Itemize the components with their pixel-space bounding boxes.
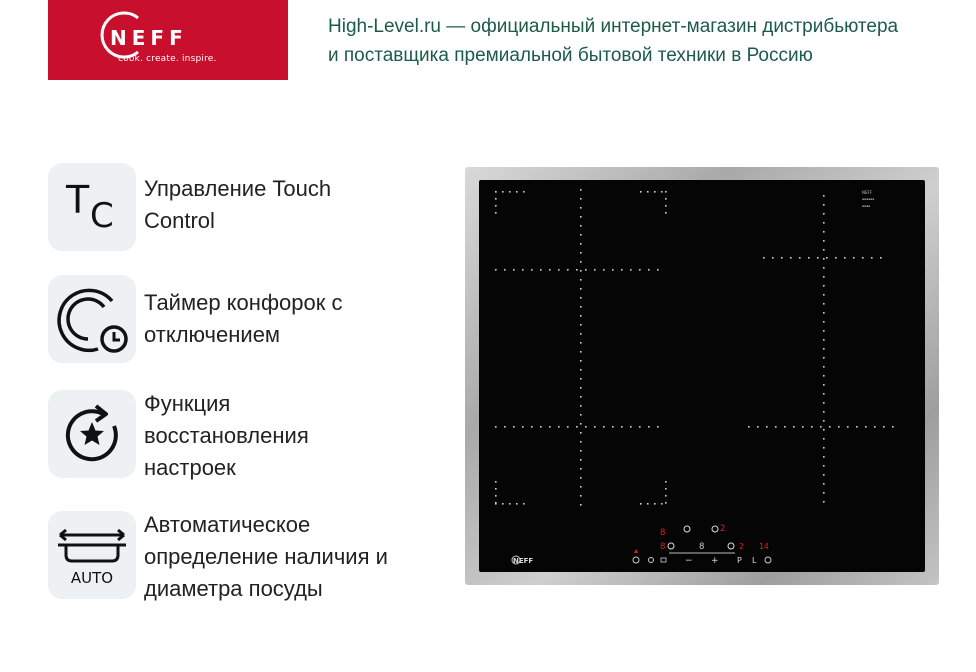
- zone-marking-dot: [630, 269, 632, 271]
- zone-marking-dot: [844, 257, 846, 259]
- zone-marking-dot: [823, 375, 825, 377]
- zone-marking-dot: [580, 252, 582, 254]
- zone-marking-dot: [640, 503, 642, 505]
- zone-marking-dot: [665, 488, 667, 490]
- zone-marking-dot: [775, 426, 777, 428]
- display-far: 14: [759, 542, 769, 551]
- zone-marking-dot: [495, 269, 497, 271]
- zone-marking-dot: [523, 191, 525, 193]
- zone-marking-dot: [823, 330, 825, 332]
- zone-marking-dot: [823, 393, 825, 395]
- zone-marking-dot: [665, 191, 667, 193]
- zone-marking-dot: [580, 369, 582, 371]
- feature-label-line: настроек: [144, 455, 236, 480]
- tc-letter-t: T: [66, 178, 90, 222]
- svg-text:NEFF: NEFF: [862, 190, 873, 195]
- zone-marking-dot: [665, 481, 667, 483]
- zone-marking-dot: [823, 474, 825, 476]
- zone-marking-dot: [823, 411, 825, 413]
- zone-marking-dot: [823, 420, 825, 422]
- restore-settings-icon: [48, 390, 136, 478]
- zone-marking-dot: [580, 459, 582, 461]
- zone-marking-dot: [580, 288, 582, 290]
- zone-marking-dot: [516, 191, 518, 193]
- zone-marking-dot: [665, 205, 667, 207]
- zone-marking-dot: [639, 269, 641, 271]
- zone-marking-dot: [580, 423, 582, 425]
- svg-text:▪▪▪▪: ▪▪▪▪: [862, 204, 871, 208]
- feature-auto-pan-detection: [48, 511, 448, 601]
- touch-control-icon: [48, 163, 136, 251]
- p-button: P: [737, 556, 742, 565]
- zone-marking-dot: [862, 257, 864, 259]
- zone-marking-dot: [516, 503, 518, 505]
- zone-marking-dot: [823, 285, 825, 287]
- zone-marking-dot: [502, 191, 504, 193]
- zone-marking-dot: [648, 426, 650, 428]
- tc-letter-c: C: [90, 196, 114, 236]
- zone-marking-dot: [612, 426, 614, 428]
- zone-marking-dot: [772, 257, 774, 259]
- zone-marking-dot: [808, 257, 810, 259]
- zone-marking-dot: [580, 333, 582, 335]
- zone-marking-dot: [523, 503, 525, 505]
- zone-marking-dot: [654, 503, 656, 505]
- zone-marking-dot: [621, 426, 623, 428]
- zone-marking-dot: [665, 198, 667, 200]
- svg-text:▪▪▪▪▪▪: ▪▪▪▪▪▪: [862, 197, 875, 201]
- zone-marking-dot: [495, 481, 497, 483]
- zone-marking-dot: [823, 267, 825, 269]
- zone-marking-dot: [504, 426, 506, 428]
- brand-wordmark: NEFF: [110, 26, 188, 50]
- zone-marking-dot: [585, 426, 587, 428]
- zone-marking-dot: [580, 297, 582, 299]
- zone-marking-dot: [580, 234, 582, 236]
- zone-marking-dot: [522, 426, 524, 428]
- zone-marking-dot: [748, 426, 750, 428]
- zone-marking-dot: [823, 303, 825, 305]
- display-mid: 8: [699, 542, 705, 552]
- zone-marking-dot: [823, 438, 825, 440]
- zone-marking-dot: [757, 426, 759, 428]
- zone-marking-dot: [580, 225, 582, 227]
- header-description: [328, 12, 958, 70]
- zone-marking-dot: [823, 492, 825, 494]
- zone-marking-dot: [657, 269, 659, 271]
- zone-marking-dot: [495, 205, 497, 207]
- zone-marking-dot: [580, 306, 582, 308]
- zone-marking-dot: [790, 257, 792, 259]
- zone-marking-dot: [647, 191, 649, 193]
- zone-marking-dot: [823, 249, 825, 251]
- zone-marking-dot: [823, 456, 825, 458]
- zone-marking-dot: [766, 426, 768, 428]
- zone-marking-dot: [856, 426, 858, 428]
- zone-marking-dot: [580, 468, 582, 470]
- zone-marking-dot: [594, 426, 596, 428]
- zone-marking-dot: [661, 503, 663, 505]
- auto-pan-detection-icon: [48, 511, 136, 599]
- auto-label: AUTO: [70, 569, 114, 587]
- zone-marking-dot: [654, 191, 656, 193]
- zone-marking-dot: [580, 441, 582, 443]
- zone-marking-dot: [495, 212, 497, 214]
- zone-marking-dot: [838, 426, 840, 428]
- zone-marking-dot: [580, 198, 582, 200]
- zone-marking-dot: [661, 191, 663, 193]
- zone-marking-dot: [612, 269, 614, 271]
- zone-marking-dot: [580, 396, 582, 398]
- zone-marking-dot: [829, 426, 831, 428]
- zone-marking-dot: [865, 426, 867, 428]
- zone-marking-dot: [580, 450, 582, 452]
- display-right: 2: [720, 524, 726, 534]
- zone-marking-dot: [603, 426, 605, 428]
- feature-touch-control: [48, 163, 448, 251]
- cooktop-logo: NEFF: [513, 557, 534, 565]
- zone-marking-dot: [639, 426, 641, 428]
- zone-marking-dot: [580, 243, 582, 245]
- zone-marking-dot: [603, 269, 605, 271]
- feature-label: [144, 287, 444, 351]
- header-line-2: и поставщика премиальной бытовой техники в Россию: [328, 45, 813, 66]
- zone-marking-dot: [580, 414, 582, 416]
- feature-restore-settings: [48, 390, 448, 480]
- zone-marking-dot: [874, 426, 876, 428]
- zone-marking-dot: [823, 402, 825, 404]
- zone-marking-dot: [549, 269, 551, 271]
- zone-marking-dot: [580, 351, 582, 353]
- zone-marking-dot: [495, 495, 497, 497]
- zone-marking-dot: [892, 426, 894, 428]
- zone-marking-dot: [781, 257, 783, 259]
- zone-marking-dot: [531, 426, 533, 428]
- zone-marking-dot: [580, 405, 582, 407]
- zone-marking-dot: [871, 257, 873, 259]
- zone-marking-dot: [567, 269, 569, 271]
- zone-marking-dot: [580, 261, 582, 263]
- zone-marking-dot: [823, 321, 825, 323]
- zone-marking-dot: [580, 360, 582, 362]
- zone-marking-dot: [585, 269, 587, 271]
- zone-marking-dot: [823, 195, 825, 197]
- feature-label-line: Таймер конфорок с: [144, 290, 343, 315]
- zone-marking-dot: [580, 387, 582, 389]
- zone-marking-dot: [509, 191, 511, 193]
- zone-marking-dot: [665, 212, 667, 214]
- zone-marking-dot: [657, 426, 659, 428]
- zone-marking-dot: [558, 426, 560, 428]
- zone-marking-dot: [883, 426, 885, 428]
- zone-marking-dot: [853, 257, 855, 259]
- zone-marking-dot: [576, 426, 578, 428]
- zone-marking-dot: [630, 426, 632, 428]
- zone-marking-dot: [811, 426, 813, 428]
- zone-marking-dot: [648, 269, 650, 271]
- zone-marking-dot: [823, 312, 825, 314]
- zone-marking-dot: [580, 216, 582, 218]
- zone-marking-dot: [558, 269, 560, 271]
- cooktop-markings: [465, 167, 939, 585]
- zone-marking-dot: [580, 486, 582, 488]
- zone-marking-dot: [763, 257, 765, 259]
- brand-tagline: cook. create. inspire.: [118, 54, 217, 64]
- zone-marking-dot: [835, 257, 837, 259]
- zone-marking-dot: [594, 269, 596, 271]
- zone-marking-dot: [823, 258, 825, 260]
- zone-marking-dot: [531, 269, 533, 271]
- zone-marking-dot: [823, 357, 825, 359]
- zone-marking-dot: [580, 189, 582, 191]
- zone-marking-dot: [823, 465, 825, 467]
- zone-marking-dot: [567, 426, 569, 428]
- zone-marking-dot: [820, 426, 822, 428]
- zone-marking-dot: [621, 269, 623, 271]
- zone-marking-dot: [823, 276, 825, 278]
- display-left-2: 8: [660, 542, 666, 552]
- plus-button: +: [711, 556, 719, 566]
- zone-marking-dot: [580, 432, 582, 434]
- zone-marking-dot: [540, 269, 542, 271]
- zone-marking-dot: [580, 270, 582, 272]
- zone-marking-dot: [580, 315, 582, 317]
- zone-marking-dot: [823, 231, 825, 233]
- zone-marking-dot: [847, 426, 849, 428]
- zone-marking-dot: [540, 426, 542, 428]
- feature-label-line: Управление Touch: [144, 176, 332, 201]
- cooktop-image: [465, 167, 939, 585]
- feature-label-line: восстановления: [144, 423, 309, 448]
- feature-label: [144, 388, 444, 484]
- zone-marking-dot: [549, 426, 551, 428]
- zone-marking-dot: [509, 503, 511, 505]
- zone-marking-dot: [665, 502, 667, 504]
- zone-marking-dot: [823, 384, 825, 386]
- zone-marking-dot: [640, 191, 642, 193]
- zone-marking-dot: [823, 366, 825, 368]
- zone-marking-dot: [580, 504, 582, 506]
- zone-marking-dot: [784, 426, 786, 428]
- feature-label-line: Функция: [144, 391, 231, 416]
- zone-marking-dot: [823, 240, 825, 242]
- zone-marking-dot: [823, 447, 825, 449]
- brand-logo[interactable]: [48, 0, 288, 80]
- feature-label-line: Control: [144, 208, 215, 233]
- zone-marking-dot: [502, 503, 504, 505]
- zone-marking-dot: [576, 269, 578, 271]
- zone-marking-dot: [522, 269, 524, 271]
- zone-marking-dot: [817, 257, 819, 259]
- zone-marking-dot: [823, 204, 825, 206]
- timer-icon: [48, 275, 136, 363]
- minus-button: −: [685, 556, 693, 566]
- zone-marking-dot: [580, 342, 582, 344]
- zone-marking-dot: [823, 339, 825, 341]
- feature-label-line: диаметра посуды: [144, 576, 323, 601]
- zone-marking-dot: [799, 257, 801, 259]
- zone-marking-dot: [793, 426, 795, 428]
- zone-marking-dot: [495, 426, 497, 428]
- zone-marking-dot: [495, 198, 497, 200]
- feature-label: [144, 173, 444, 237]
- l-button: L: [752, 556, 757, 565]
- display-left: 8: [660, 528, 666, 538]
- display-right-2: 2: [739, 542, 744, 551]
- zone-marking-dot: [580, 324, 582, 326]
- zone-marking-dot: [826, 257, 828, 259]
- zone-marking-dot: [880, 257, 882, 259]
- zone-marking-dot: [504, 269, 506, 271]
- zone-marking-dot: [823, 501, 825, 503]
- zone-marking-dot: [823, 348, 825, 350]
- feature-label-line: Автоматическое: [144, 512, 311, 537]
- zone-marking-dot: [823, 429, 825, 431]
- zone-marking-dot: [580, 477, 582, 479]
- zone-marking-dot: [823, 294, 825, 296]
- feature-label-line: отключением: [144, 322, 281, 347]
- zone-marking-dot: [495, 502, 497, 504]
- zone-marking-dot: [580, 495, 582, 497]
- zone-marking-dot: [802, 426, 804, 428]
- zone-marking-dot: [823, 222, 825, 224]
- zone-marking-dot: [580, 207, 582, 209]
- zone-marking-dot: [647, 503, 649, 505]
- zone-marking-dot: [513, 426, 515, 428]
- zone-marking-dot: [823, 483, 825, 485]
- zone-marking-dot: [495, 191, 497, 193]
- zone-marking-dot: [823, 213, 825, 215]
- feature-timer: [48, 275, 448, 363]
- zone-marking-dot: [580, 279, 582, 281]
- header-line-1: High-Level.ru — официальный интернет-магазин дистрибьютера: [328, 16, 899, 37]
- zone-marking-dot: [513, 269, 515, 271]
- cooktop-control-panel: [512, 187, 886, 566]
- feature-label-line: определение наличия и: [144, 544, 388, 569]
- zone-marking-dot: [580, 378, 582, 380]
- zone-marking-dot: [495, 488, 497, 490]
- feature-label: [144, 509, 444, 605]
- zone-marking-dot: [665, 495, 667, 497]
